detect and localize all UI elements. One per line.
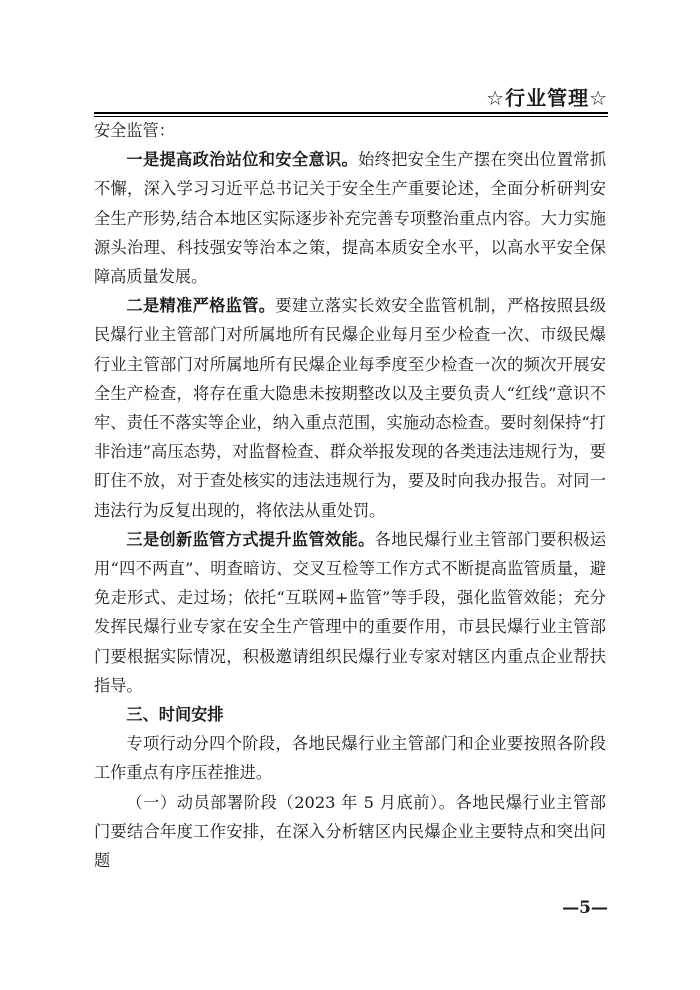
- document-body: [94, 116, 606, 875]
- header-rule-thick: [94, 112, 608, 114]
- paragraph-stages: 专项行动分四个阶段，各地民爆行业主管部门和企业要按照各阶段工作重点有序压茬推进。: [94, 734, 606, 783]
- page-header: [0, 78, 700, 110]
- paragraph-mobilization-stage: （一）动员部署阶段（2023 年 5 月底前）。各地民爆行业主管部门要结合年度工作安排，在深入分析辖区内民爆企业主要特点和突出问题: [94, 792, 606, 871]
- lead-phrase: 三是创新监管方式提升监管效能。: [126, 529, 375, 549]
- paragraph-text: 始终把安全生产摆在突出位置常抓不懈，深入学习习近平总书记关于安全生产重要论述，全面分析研判安全生产形势,结合本地区实际逐步补充完善专项整治重点内容。大力实施源头治理、科技强安等治本之策，提高本质安全水平，以高水平安全保障高质量发展。: [94, 150, 607, 287]
- paragraph-text: 要建立落实长效安全监管机制，严格按照县级民爆行业主管部门对所属地所有民爆企业每月至少检查一次、市级民爆行业主管部门对所属地所有民爆企业每季度至少检查一次的频次开展安全生产检查，将存在重大隐患未按期整改以及主要负责人“红线”意识不牢、责任不落实等企业，纳入重点范围，实施动态检查。要时刻保持“打非治违”高压态势，对监督检查、群众举报发现的各类违法违规行为，要盯住不放，对于查处核实的违法违规行为，要及时向我办报告。对同一违法行为反复出现的，将依法从重处罚。: [94, 296, 607, 520]
- paragraph-innovative-supervision: [94, 525, 606, 700]
- page-number: —5—: [562, 898, 608, 918]
- lead-phrase: 一是提高政治站位和安全意识。: [126, 150, 359, 170]
- lead-phrase: 二是精准严格监管。: [126, 296, 276, 316]
- section-title: ☆行业管理☆: [486, 86, 608, 110]
- paragraph-text: 各地民爆行业主管部门要积极运用“四不两直”、明查暗访、交叉互检等工作方式不断提高监管质量，避免走形式、走过场；依托“互联网+监管”等手段，强化监管效能；充分发挥民爆行业专家在安全生产管理中的重要作用，市县民爆行业主管部门要根据实际情况，积极邀请组织民爆行业专家对辖区内重点企业帮扶指导。: [94, 529, 607, 695]
- paragraph-intro: 安全监管：: [94, 121, 175, 140]
- paragraph-strict-supervision: [94, 291, 606, 525]
- paragraph-political-awareness: [94, 145, 606, 291]
- section-heading-schedule: 三、时间安排: [126, 705, 224, 725]
